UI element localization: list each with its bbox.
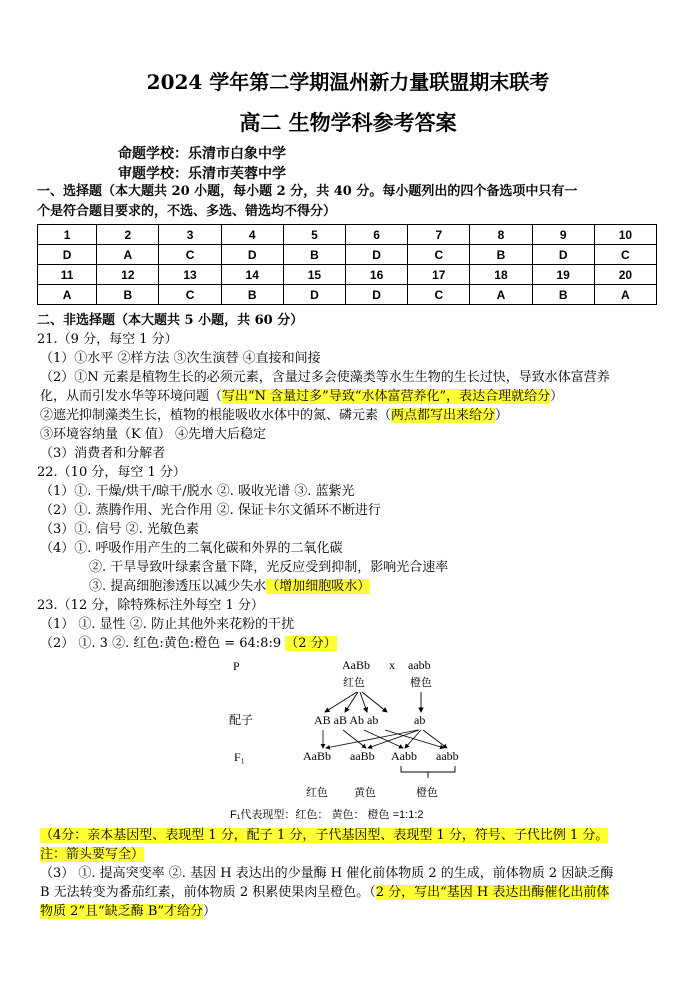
q22-highlight: （增加细胞吸水） [266,579,371,594]
q23-line4: B 无法转变为番茄红素，前体物质 2 积累使果肉呈橙色。（2 分，写出“基因 H 表达出酶催化出前体 [40,885,610,900]
offspring-3: Aabb [391,749,417,763]
answer-cell: A [97,245,159,265]
q22-line3: （3）①. 信号 ②. 光敏色素 [40,522,199,537]
answer-cell: A [470,285,532,305]
q23-line5: 物质 2”且“缺乏酶 B”才给分） [40,904,217,919]
answer-cell: B [532,285,594,305]
answer-cell: D [38,245,97,265]
parent1-phenotype: 红色 [343,677,365,689]
answer-cell: B [470,245,532,265]
parent2-phenotype: 橙色 [410,677,432,689]
parent1-genotype: AaBb [342,658,370,672]
answer-cell: D [283,285,345,305]
q23-line3: （3） ①. 提高突变率 ②. 基因 H 表达出的少量酶 H 催化前体物质 2 的生成，前体物质 2 因缺乏酶 [40,866,614,881]
exam-subtitle: 高二 生物学科参考答案 [239,110,457,135]
q22-line4: （4）①. 呼吸作用产生的二氧化碳和外界的二氧化碳 [40,541,343,556]
arrow-g-o7 [405,730,421,748]
answer-cell: 7 [408,225,470,245]
answer-cell: 6 [346,225,408,245]
arrow-g-o3 [364,730,403,748]
pheno-yellow: 黄色 [354,787,376,799]
answer-cell: 20 [594,265,656,285]
parent2-genotype: aabb [408,658,431,672]
q22-line6: ③. 提高细胞渗透压以减少失水（增加细胞吸水） [89,579,371,594]
answer-cell: C [159,245,221,265]
answer-cell: 18 [470,265,532,285]
offspring-4: aabb [436,749,459,763]
answer-cell: C [408,245,470,265]
section2-heading: 二、非选择题（本大题共 5 小题，共 60 分） [37,313,304,328]
pheno-orange: 橙色 [416,787,438,799]
bracket [401,766,455,778]
answer-cell: 2 [97,225,159,245]
q23-line2: （2） ①. 3 ②. 红色:黄色:橙色 = 64:8:9 （2 分） [40,636,337,651]
q21-highlight2: 两点都写出来给分 [391,408,496,423]
q23-highlight1: （2 分） [285,636,337,651]
answer-cell: B [97,285,159,305]
offspring-1: AaBb [303,749,331,763]
q23-highlight2: 2 分，写出“基因 H 表达出酶催化出前体 [375,885,610,900]
q21-line6: （3）消费者和分解者 [40,446,166,461]
phenotype-ratio: F₁代表现型：红色： 黄色： 橙色 =1:1:2 [230,809,424,821]
answer-cell: D [221,245,283,265]
answer-cell: A [594,285,656,305]
answer-cell: 5 [283,225,345,245]
arrow-g-o5 [326,730,418,748]
answer-cell: 16 [346,265,408,285]
answer-cell: D [346,285,408,305]
label-p: P [233,659,240,673]
gametes-parent1: AB aB Ab ab [314,713,379,727]
answer-cell: A [38,285,97,305]
q21-title: 21.（9 分，每空 1 分） [37,332,178,347]
answer-cell: 12 [97,265,159,285]
answer-cell: B [221,285,283,305]
answer-cell: 10 [594,225,656,245]
answer-cell: D [532,245,594,265]
section1-heading-cont: 个是符合题目要求的，不选、多选、错选均不得分） [37,204,337,219]
answer-cell: D [346,245,408,265]
answer-cell: C [408,285,470,305]
q21-highlight1: 写出“N 含量过多”导致“水体富营养化”，表达合理就给分 [222,389,551,404]
q23-highlight3: 物质 2”且“缺乏酶 B”才给分 [40,904,204,919]
answer-cell: B [283,245,345,265]
answer-cell: C [159,285,221,305]
q23-note2: 注：箭头要写全） [40,847,145,862]
answer-cell: C [594,245,656,265]
answer-cell: 17 [408,265,470,285]
q22-line2: （2）①. 蒸腾作用、光合作用 ②. 保证卡尔文循环不断进行 [40,503,381,518]
q21-line1: （1）①水平 ②样方法 ③次生演替 ④直接和间接 [40,351,321,366]
answer-cell: 4 [221,225,283,245]
q21-line2: （2）①N 元素是植物生长的必须元素，含量过多会使藻类等水生生物的生长过快，导致水体富营养 [40,370,610,385]
q21-line3: 化，从而引发水华等环境问题（写出“N 含量过多”导致“水体富营养化”，表达合理就给分） [40,389,564,404]
exam-title: 2024 学年第二学期温州新力量联盟期末联考 [146,70,550,94]
answer-cell: 15 [283,265,345,285]
q22-line1: （1）①. 干燥/烘干/晾干/脱水 ②. 吸收光谱 ③. 蓝紫光 [40,484,355,499]
q22-line5: ②. 干旱导致叶绿素含量下降，光反应受到抑制，影响光合速率 [89,560,449,575]
answer-cell: 14 [221,265,283,285]
answer-cell: 8 [470,225,532,245]
arrow-p-ab1 [325,692,357,712]
q23-title: 23.（12 分，除特殊标注外每空 1 分） [37,598,264,613]
q23-line1: （1） ①. 显性 ②. 防止其他外来花粉的干扰 [40,617,295,632]
answer-cell: 11 [38,265,97,285]
label-f1: F₁ [234,750,245,764]
label-gametes: 配子 [229,713,254,727]
q22-title: 22.（10 分，每空 1 分） [37,465,186,480]
proposition-school: 命题学校：乐清市白象中学 [118,146,286,162]
q23-note1: （4分：亲本基因型、表现型 1 分，配子 1 分，子代基因型、表现型 1 分，符号、子代比例 1 分。 [40,828,609,843]
pheno-red: 红色 [306,787,328,799]
review-school: 审题学校：乐清市芙蓉中学 [118,166,286,182]
offspring-2: aaBb [350,749,375,763]
answer-cell: 1 [38,225,97,245]
answer-cell: 19 [532,265,594,285]
arrow-g-o2 [343,730,366,748]
gamete-parent2: ab [414,713,426,727]
q21-line4: ②遮光抑制藻类生长，植物的根能吸收水体中的氮、磷元素（两点都写出来给分） [40,408,509,423]
q21-line5: ③环境容纳量（K 值） ④先增大后稳定 [40,427,266,442]
answer-cell: 3 [159,225,221,245]
section1-heading: 一、选择题（本大题共 20 小题，每小题 2 分，共 40 分。每小题列出的四个备选项中只有一 [37,184,578,199]
answer-cell: 9 [532,225,594,245]
answer-cell: 13 [159,265,221,285]
cross-symbol: x [389,658,395,672]
